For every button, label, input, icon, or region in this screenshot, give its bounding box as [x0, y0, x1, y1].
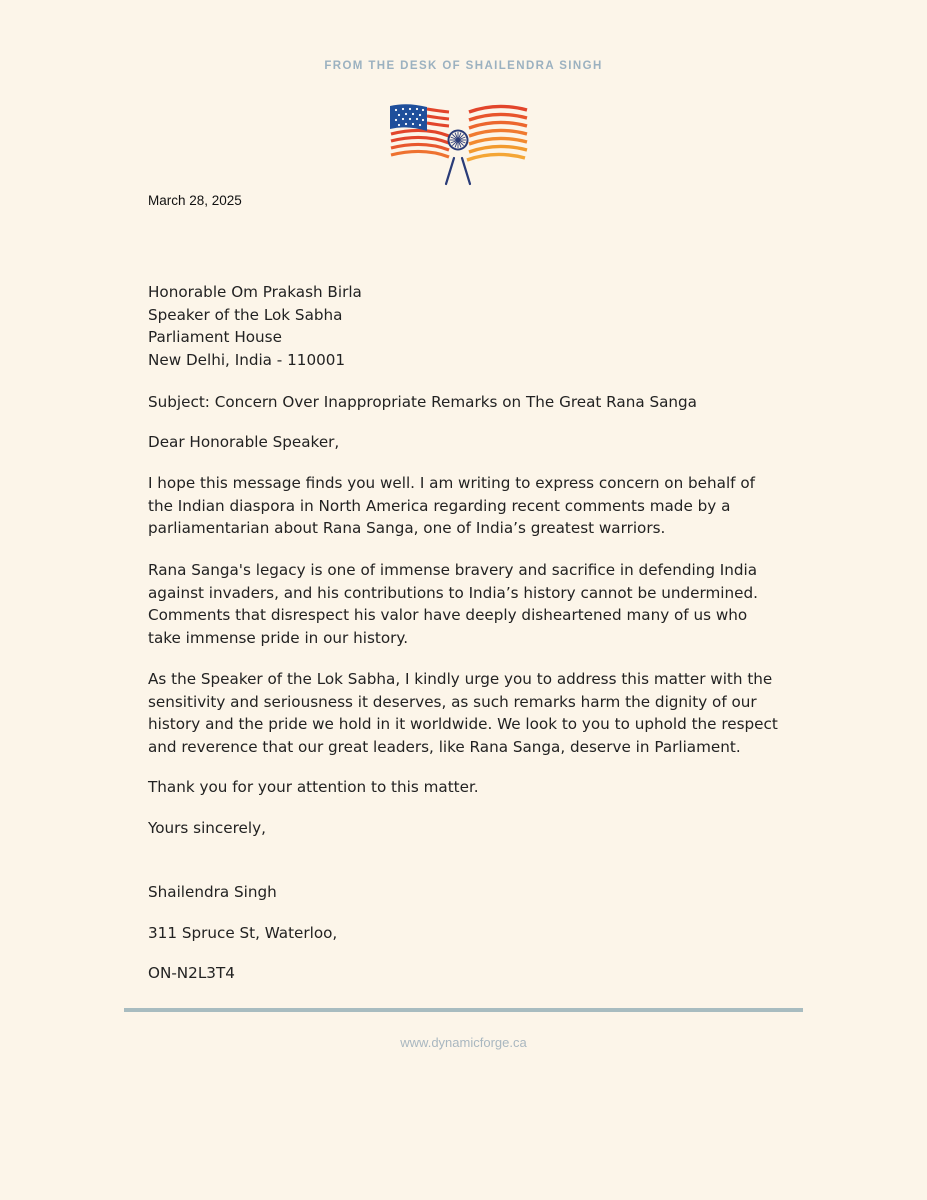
signature-name: Shailendra Singh: [148, 883, 277, 901]
letter-subject: Subject: Concern Over Inappropriate Remarks on The Great Rana Sanga: [148, 393, 697, 411]
flag-canton: [390, 104, 427, 131]
letter-date: March 28, 2025: [148, 193, 242, 208]
left-flag-stripes: [391, 130, 449, 157]
letter-thanks: Thank you for your attention to this matter.: [148, 778, 479, 796]
us-india-flag-emblem-icon: [387, 100, 531, 188]
upper-left-stripes: [427, 109, 449, 126]
signature-address-line-1: 311 Spruce St, Waterloo,: [148, 924, 338, 942]
recipient-title: Speaker of the Lok Sabha: [148, 305, 343, 324]
footer-divider: [124, 1008, 803, 1012]
signature-address-line-2: ON-N2L3T4: [148, 964, 235, 982]
recipient-name: Honorable Om Prakash Birla: [148, 283, 362, 301]
right-flag-stripes: [467, 106, 527, 160]
letter-closing: Yours sincerely,: [148, 819, 266, 837]
footer-website-link[interactable]: www.dynamicforge.ca: [400, 1035, 527, 1050]
letter-paragraph-3: As the Speaker of the Lok Sabha, I kindly urge you to address this matter with the sensitivity and seriousness it deserves, as such remarks harm the dignity of our history and the pride we hold in it worldwide. We look to you to uphold the respect and reverence that our great leaders, like Rana Sanga, deserve in Parliament.: [148, 670, 778, 756]
letter-paragraph-1: I hope this message finds you well. I am writing to express concern on behalf of the Indian diaspora in North America regarding recent comments made by a parliamentarian about Rana Sanga, one of India’s greatest warriors.: [148, 474, 755, 537]
recipient-city: New Delhi, India - 110001: [148, 350, 346, 369]
crossed-poles: [446, 158, 470, 184]
recipient-building: Parliament House: [148, 328, 282, 346]
recipient-address-block: [148, 281, 788, 371]
letterhead-desk-line: FROM THE DESK OF SHAILENDRA SINGH: [324, 60, 603, 72]
letter-paragraph-2: Rana Sanga's legacy is one of immense bravery and sacrifice in defending India against invaders, and his contributions to India’s history cannot be undermined. Comments that disrespect his valor have deeply disheartened many of us who take immense pride in our history.: [148, 561, 758, 647]
ashoka-chakra-icon: [449, 131, 468, 150]
letter-salutation: Dear Honorable Speaker,: [148, 433, 340, 451]
